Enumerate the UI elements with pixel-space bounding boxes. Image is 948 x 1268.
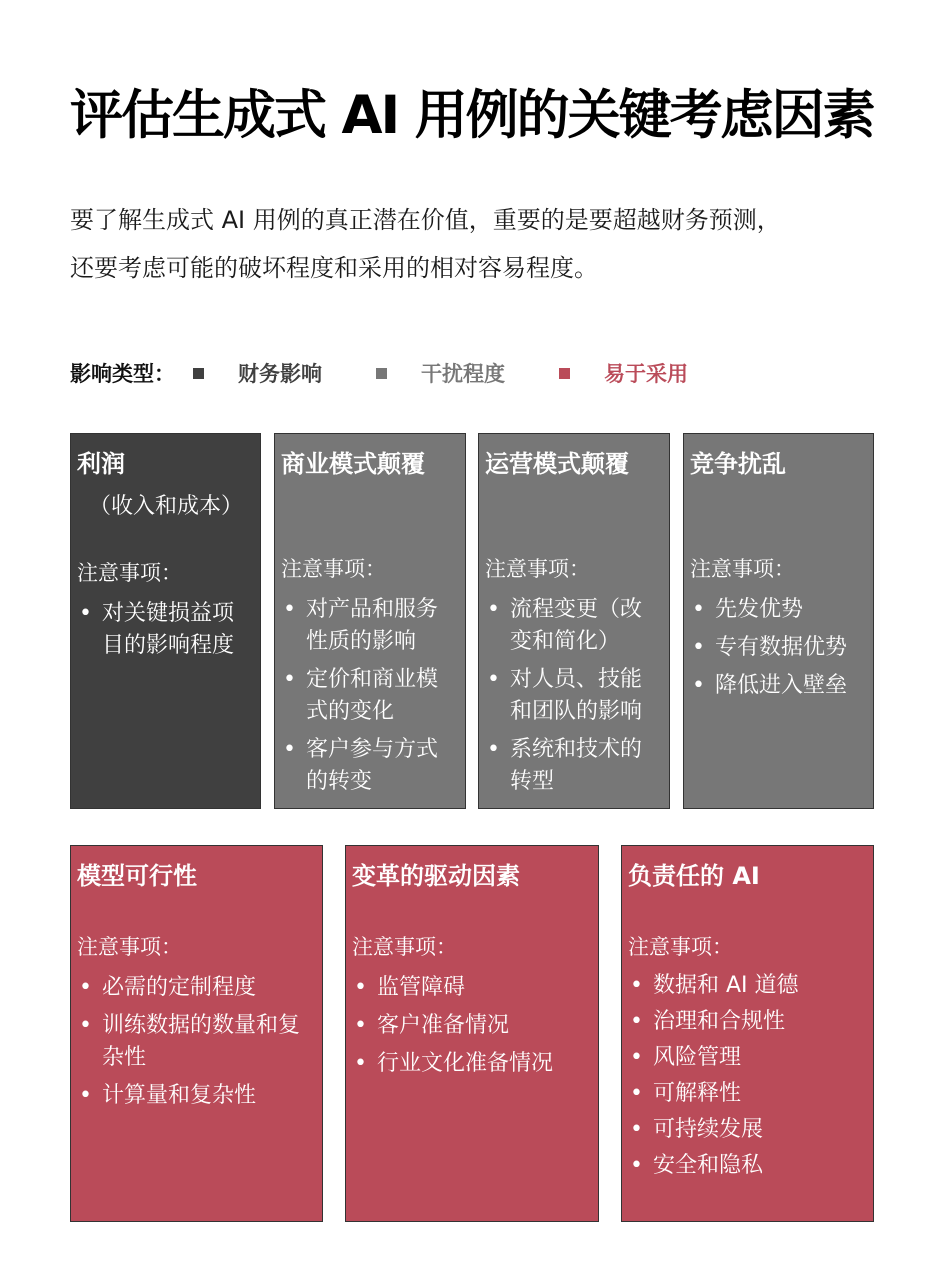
card-responsible-ai bbox=[621, 845, 874, 1222]
card-bullet: • 行业文化准备情况 bbox=[352, 1048, 592, 1080]
card-bullet: • 风险管理 bbox=[628, 1042, 867, 1074]
card-operating-model-disruption bbox=[478, 433, 670, 809]
card-model-feasibility bbox=[70, 845, 323, 1222]
card-bullet: • 计算量和复杂性 bbox=[77, 1080, 316, 1112]
card-bullet: • 系统和技术的 转型 bbox=[485, 734, 663, 798]
card-title: 运营模式颠覆 bbox=[485, 450, 629, 478]
card-title: 负责任的 AI bbox=[628, 862, 760, 890]
legend-item-adoption bbox=[559, 358, 688, 388]
legend-text-adoption: 易于采用 bbox=[604, 362, 688, 386]
card-note-label: 注意事项： bbox=[77, 561, 182, 585]
card-bullet: • 可持续发展 bbox=[628, 1114, 867, 1146]
card-title: 竞争扰乱 bbox=[690, 450, 786, 478]
card-bullet-list bbox=[352, 972, 592, 1080]
card-bullet: • 安全和隐私 bbox=[628, 1150, 867, 1182]
legend-item-disruption bbox=[376, 358, 505, 388]
impact-type-legend bbox=[70, 357, 688, 389]
card-bullet-list bbox=[485, 594, 663, 798]
legend-swatch-financial bbox=[193, 368, 204, 379]
card-bullet: • 客户参与方式 的转变 bbox=[281, 734, 459, 798]
page-title: 评估生成式 AI 用例的关键考虑因素 bbox=[70, 85, 874, 146]
card-title: 利润 bbox=[77, 450, 125, 478]
card-title: 变革的驱动因素 bbox=[352, 862, 520, 890]
card-bullet-list bbox=[690, 594, 867, 702]
legend-swatch-adoption bbox=[559, 368, 570, 379]
card-bullet: • 训练数据的数量和复 杂性 bbox=[77, 1010, 316, 1074]
intro-line-1: 要了解生成式 AI 用例的真正潜在价值，重要的是要超越财务预测， bbox=[70, 206, 781, 234]
legend-item-financial bbox=[193, 358, 322, 388]
card-change-drivers bbox=[345, 845, 599, 1222]
card-bullet: • 必需的定制程度 bbox=[77, 972, 316, 1004]
card-bullet: • 定价和商业模 式的变化 bbox=[281, 664, 459, 728]
legend-text-financial: 财务影响 bbox=[238, 362, 322, 386]
card-bullet: • 对人员、技能 和团队的影响 bbox=[485, 664, 663, 728]
legend-label: 影响类型： bbox=[70, 362, 175, 386]
card-note-label: 注意事项： bbox=[281, 557, 386, 581]
card-bullet: • 先发优势 bbox=[690, 594, 867, 626]
card-note-label: 注意事项： bbox=[690, 557, 795, 581]
card-profit bbox=[70, 433, 261, 809]
card-subtitle: （收入和成本） bbox=[89, 494, 244, 519]
card-business-model-disruption bbox=[274, 433, 466, 809]
card-bullet: • 客户准备情况 bbox=[352, 1010, 592, 1042]
card-bullet: • 降低进入壁垒 bbox=[690, 670, 867, 702]
card-bullet-list bbox=[628, 970, 867, 1182]
card-bullet-list bbox=[281, 594, 459, 798]
card-bullet: • 对关键损益项 目的影响程度 bbox=[77, 598, 254, 662]
card-bullet: • 流程变更（改 变和简化） bbox=[485, 594, 663, 658]
card-bullet: • 监管障碍 bbox=[352, 972, 592, 1004]
intro-paragraph bbox=[70, 196, 890, 292]
card-note-label: 注意事项： bbox=[485, 557, 590, 581]
card-bullet-list bbox=[77, 598, 254, 662]
card-bullet: • 对产品和服务 性质的影响 bbox=[281, 594, 459, 658]
card-bullet: • 数据和 AI 道德 bbox=[628, 970, 867, 1002]
intro-line-2: 还要考虑可能的破坏程度和采用的相对容易程度。 bbox=[70, 254, 598, 282]
card-competitive-disruption bbox=[683, 433, 874, 809]
card-note-label: 注意事项： bbox=[77, 935, 182, 959]
legend-text-disruption: 干扰程度 bbox=[421, 362, 505, 386]
card-note-label: 注意事项： bbox=[628, 935, 733, 959]
legend-swatch-disruption bbox=[376, 368, 387, 379]
card-note-label: 注意事项： bbox=[352, 935, 457, 959]
card-bullet: • 专有数据优势 bbox=[690, 632, 867, 664]
card-bullet: • 可解释性 bbox=[628, 1078, 867, 1110]
card-title: 商业模式颠覆 bbox=[281, 450, 425, 478]
card-title: 模型可行性 bbox=[77, 862, 197, 890]
card-bullet: • 治理和合规性 bbox=[628, 1006, 867, 1038]
card-bullet-list bbox=[77, 972, 316, 1112]
